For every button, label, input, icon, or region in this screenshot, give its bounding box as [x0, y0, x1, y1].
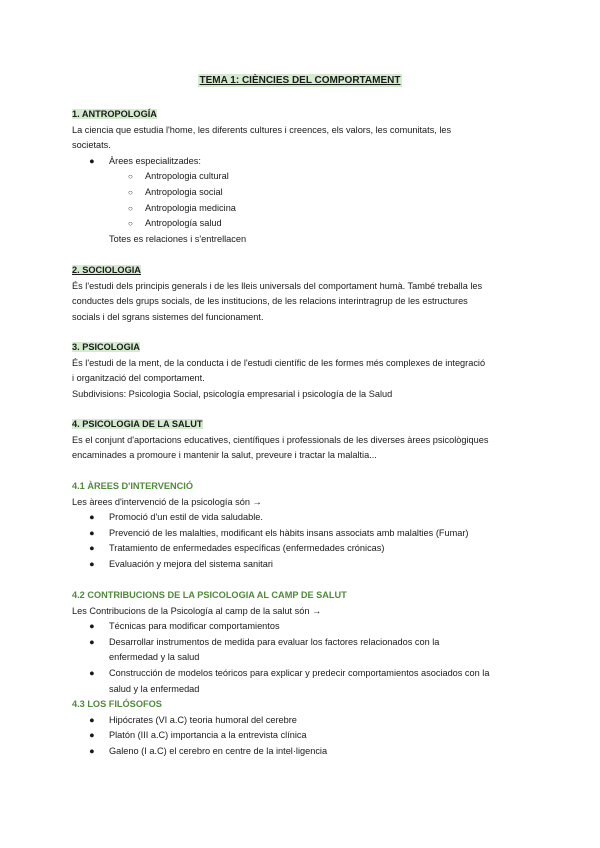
list-subitem: ○ Antropologia medicina: [72, 201, 528, 217]
title-text: TEMA 1: CIÈNCIES DEL COMPORTAMENT: [199, 75, 401, 86]
list-subitem: ○ Antropologia cultural: [72, 169, 528, 185]
list-item: ● Platón (III a.C) importancia a la entrevista clínica: [72, 728, 528, 744]
note-text: Totes es relaciones i s'entrellacen: [109, 233, 247, 244]
document-title: [0, 74, 600, 88]
section-heading: 1. ANTROPOLOGÍA: [72, 109, 157, 119]
section-heading: 2. SOCIOLOGIA: [72, 265, 141, 275]
bullet-icon: ●: [89, 745, 95, 756]
bullet-list: [72, 154, 528, 232]
circle-bullet-icon: ○: [128, 172, 133, 182]
circle-bullet-icon: ○: [128, 187, 133, 197]
list-subitem: ○ Antropologia social: [72, 185, 528, 201]
list-item: ● Construcción de modelos teóricos para explicar y predecir comportamientos asociados con la salud y la enfermedad: [89, 667, 490, 694]
bullet-icon: ●: [89, 730, 95, 741]
paragraph-line: És l'estudi de la ment, de la conducta i de l'estudi científic de les formes més complexes de integració: [72, 357, 486, 368]
bullet-icon: ●: [89, 621, 95, 632]
list-item: ● Desarrollar instrumentos de medida para evaluar los factores relacionados con la enfermedad y la salud: [89, 636, 440, 663]
bullet-icon: ●: [89, 512, 95, 523]
subsection-heading: 4.3 LOS FILÓSOFOS: [72, 699, 162, 709]
circle-bullet-icon: ○: [128, 203, 133, 213]
list-subitem: ○ Antropología salud: [72, 216, 528, 232]
list-item: ● Galeno (I a.C) el cerebro en centre de la intel·ligencia: [72, 744, 528, 760]
list-item: ● Evaluación y mejora del sistema sanitari: [72, 557, 528, 573]
subsection-heading: 4.2 CONTRIBUCIONS DE LA PSICOLOGIA AL CAMP DE SALUT: [72, 590, 347, 600]
paragraph-line: La ciencia que estudia l'home, les diferents cultures i creences, els valors, les comunitats, les: [72, 124, 452, 135]
bullet-list: [72, 619, 528, 697]
list-item: ● Prevenció de les malalties, modificant els hàbits insans associats amb malalties (Fumar): [72, 526, 528, 542]
paragraph-line: Es el conjunt d'aportacions educatives, científiques i professionals de les diverses àrees psicològiques: [72, 434, 489, 445]
bullet-icon: ●: [89, 667, 95, 678]
paragraph-line: encaminades a promoure i mantenir la salut, preveure i tractar la malaltia...: [72, 450, 377, 461]
subsection-heading: 4.1 ÀREES D'INTERVENCIÓ: [72, 481, 193, 491]
paragraph-line: És l'estudi dels principis generals i de les lleis universals del comportament humà. També treballa les: [72, 280, 483, 291]
list-item: ● Hipócrates (VI a.C) teoria humoral del cerebre: [72, 713, 528, 729]
bullet-list: [72, 510, 528, 572]
section-psicologia: [72, 340, 528, 402]
list-item: ● Tratamiento de enfermedades específicas (enfermedades crónicas): [72, 541, 528, 557]
bullet-icon: ●: [89, 636, 95, 647]
section-antropologia: [72, 107, 528, 247]
paragraph-line: socials i del sgrans sistemes del funcionament.: [72, 311, 264, 322]
bullet-icon: ●: [89, 558, 95, 569]
list-item: ● Àrees especialitzades:: [72, 154, 528, 170]
list-item: ● Técnicas para modificar comportamientos: [72, 619, 528, 635]
paragraph-line: Les Contribucions de la Psicología al camp de la salut són →: [72, 605, 322, 616]
paragraph-line: Les àrees d'intervenció de la psicología són →: [72, 496, 262, 507]
section-filosofos: [72, 697, 528, 759]
bullet-icon: ●: [89, 543, 95, 554]
section-sociologia: [72, 263, 528, 325]
section-arees-intervencio: [72, 479, 528, 573]
paragraph-line: conductes dels grups socials, de les institucions, de les relacions interintragrup de les estructures: [72, 296, 468, 307]
section-psicologia-salut: [72, 417, 528, 464]
section-heading: 3. PSICOLOGIA: [72, 342, 140, 352]
paragraph-line: i organització del comportament.: [72, 373, 205, 384]
bullet-icon: ●: [89, 155, 95, 166]
list-item: ● Promoció d'un estil de vida saludable.: [72, 510, 528, 526]
paragraph-line: Subdivisions: Psicologia Social, psicología empresarial i psicología de la Salud: [72, 388, 393, 399]
bullet-icon: ●: [89, 714, 95, 725]
circle-bullet-icon: ○: [128, 219, 133, 229]
bullet-icon: ●: [89, 527, 95, 538]
section-contribucions: [72, 588, 528, 697]
bullet-list: [72, 713, 528, 760]
paragraph-line: societats.: [72, 140, 111, 151]
section-heading: 4. PSICOLOGIA DE LA SALUT: [72, 419, 203, 429]
